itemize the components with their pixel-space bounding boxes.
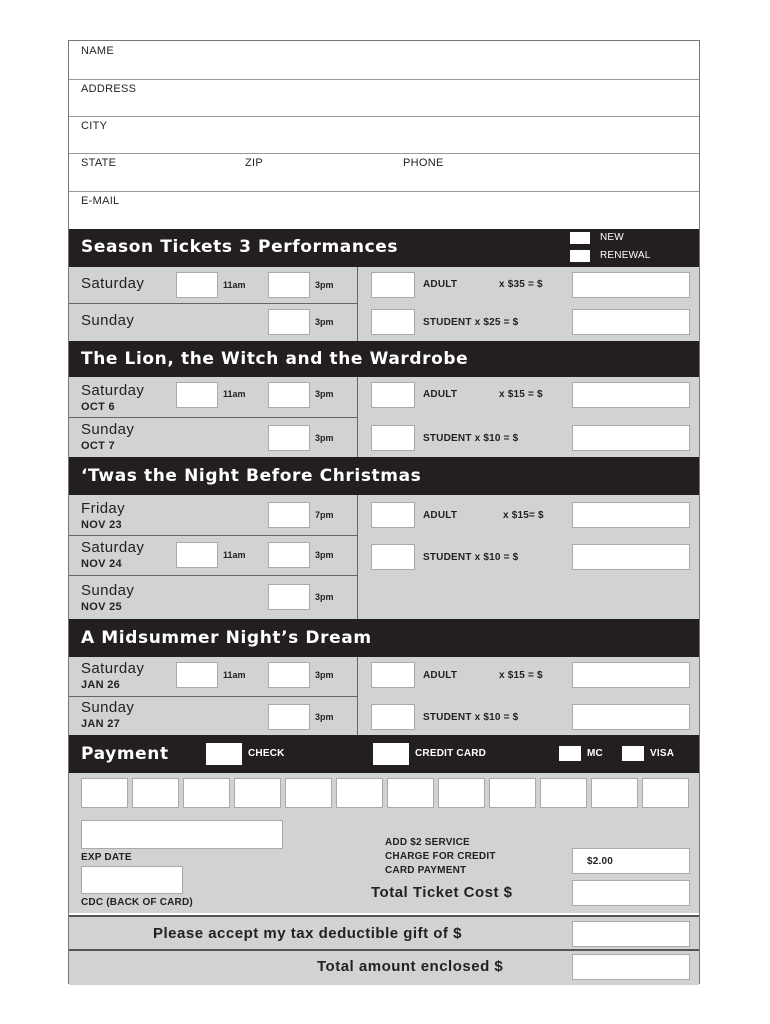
divider (69, 535, 357, 536)
enclosed-label: Total amount enclosed $ (317, 958, 504, 975)
visa-checkbox[interactable] (622, 746, 644, 761)
christmas-title: ‘Twas the Night Before Christmas (81, 466, 422, 486)
exp-date-field[interactable] (81, 820, 283, 849)
christmas-header (69, 457, 699, 495)
lion-student-total[interactable] (572, 425, 690, 451)
lion-sat-3pm-box[interactable] (268, 382, 310, 408)
season-student-total[interactable] (572, 309, 690, 335)
cdc-field[interactable] (81, 866, 183, 894)
lion-adult-qty[interactable] (371, 382, 415, 408)
ticket-order-form (68, 40, 700, 984)
enclosed-row (69, 949, 699, 985)
time-7pm: 7pm (315, 510, 334, 520)
cdc-label: CDC (BACK OF CARD) (81, 897, 193, 908)
time-11am: 11am (223, 280, 246, 290)
lion-panel (69, 377, 699, 457)
adult-label: ADULT (423, 279, 458, 290)
card-number-box[interactable] (81, 778, 128, 808)
nov24-label: NOV 24 (81, 558, 122, 570)
dream-sat-3pm-box[interactable] (268, 662, 310, 688)
adult-price-label: x $35 = $ (499, 279, 543, 290)
card-number-box[interactable] (642, 778, 689, 808)
season-panel (69, 267, 699, 341)
card-number-box[interactable] (336, 778, 383, 808)
zip-label: ZIP (245, 157, 264, 169)
christmas-sat-3pm-box[interactable] (268, 542, 310, 568)
card-number-box[interactable] (540, 778, 587, 808)
christmas-adult-qty[interactable] (371, 502, 415, 528)
jan26-label: JAN 26 (81, 679, 121, 691)
dream-student-qty[interactable] (371, 704, 415, 730)
service-line1: ADD $2 SERVICE (385, 837, 470, 848)
check-label: CHECK (248, 748, 285, 759)
card-number-box[interactable] (438, 778, 485, 808)
dream-sun-3pm-box[interactable] (268, 704, 310, 730)
mc-label: MC (587, 748, 603, 759)
season-adult-total[interactable] (572, 272, 690, 298)
card-number-box[interactable] (591, 778, 638, 808)
gift-amount-field[interactable] (572, 921, 690, 947)
state-label: STATE (81, 157, 117, 169)
friday-label: Friday (81, 500, 126, 517)
address-field[interactable] (69, 79, 699, 117)
credit-card-label: CREDIT CARD (415, 748, 487, 759)
email-label: E-MAIL (81, 195, 120, 207)
christmas-panel (69, 495, 699, 619)
total-cost-label: Total Ticket Cost $ (371, 884, 513, 901)
card-number-box[interactable] (285, 778, 332, 808)
credit-card-checkbox[interactable] (373, 743, 409, 765)
divider (69, 575, 357, 576)
renewal-label: RENEWAL (600, 250, 651, 261)
visa-label: VISA (650, 748, 675, 759)
service-line3: CARD PAYMENT (385, 865, 467, 876)
nov23-label: NOV 23 (81, 519, 122, 531)
time-3pm: 3pm (315, 712, 334, 722)
saturday-label: Saturday (81, 660, 145, 677)
sunday-label: Sunday (81, 421, 135, 438)
enclosed-amount-field[interactable] (572, 954, 690, 980)
card-number-box[interactable] (387, 778, 434, 808)
time-11am: 11am (223, 670, 246, 680)
jan27-label: JAN 27 (81, 718, 121, 730)
phone-label: PHONE (403, 157, 444, 169)
saturday-label: Saturday (81, 382, 145, 399)
mc-checkbox[interactable] (559, 746, 581, 761)
email-field[interactable] (69, 191, 699, 229)
christmas-fri-7pm-box[interactable] (268, 502, 310, 528)
service-fee-value: $2.00 (587, 856, 614, 867)
adult-label: ADULT (423, 510, 458, 521)
dream-panel (69, 657, 699, 735)
christmas-sat-11am-box[interactable] (176, 542, 218, 568)
time-3pm: 3pm (315, 317, 334, 327)
lion-adult-total[interactable] (572, 382, 690, 408)
name-label: NAME (81, 45, 114, 57)
sunday-label: Sunday (81, 699, 135, 716)
christmas-adult-total[interactable] (572, 502, 690, 528)
dream-student-total[interactable] (572, 704, 690, 730)
time-3pm: 3pm (315, 433, 334, 443)
card-number-box[interactable] (489, 778, 536, 808)
time-3pm: 3pm (315, 592, 334, 602)
student-price-label: STUDENT x $25 = $ (423, 317, 519, 328)
dream-adult-total[interactable] (572, 662, 690, 688)
lion-header (69, 341, 699, 377)
payment-panel (69, 773, 699, 913)
new-label: NEW (600, 232, 624, 243)
city-label: CITY (81, 120, 108, 132)
state-zip-phone-row[interactable] (69, 153, 699, 192)
time-3pm: 3pm (315, 670, 334, 680)
divider (69, 417, 357, 418)
card-number-box[interactable] (132, 778, 179, 808)
season-adult-qty[interactable] (371, 272, 415, 298)
name-field[interactable] (69, 41, 699, 80)
divider (69, 696, 357, 697)
christmas-student-qty[interactable] (371, 544, 415, 570)
lion-student-qty[interactable] (371, 425, 415, 451)
divider (69, 303, 357, 304)
divider (357, 377, 358, 457)
address-label: ADDRESS (81, 83, 137, 95)
time-3pm: 3pm (315, 389, 334, 399)
adult-label: ADULT (423, 670, 458, 681)
student-price-label: STUDENT x $10 = $ (423, 552, 519, 563)
student-price-label: STUDENT x $10 = $ (423, 712, 519, 723)
new-checkbox[interactable] (570, 232, 590, 244)
time-11am: 11am (223, 389, 246, 399)
payment-header (69, 735, 699, 773)
sunday-label: Sunday (81, 312, 135, 329)
season-sun-3pm-box[interactable] (268, 309, 310, 335)
exp-date-label: EXP DATE (81, 852, 132, 863)
check-checkbox[interactable] (206, 743, 242, 765)
divider (357, 495, 358, 619)
dream-adult-qty[interactable] (371, 662, 415, 688)
renewal-checkbox[interactable] (570, 250, 590, 262)
time-3pm: 3pm (315, 280, 334, 290)
season-header (69, 229, 699, 267)
lion-sun-3pm-box[interactable] (268, 425, 310, 451)
service-fee-box (572, 848, 690, 874)
season-student-qty[interactable] (371, 309, 415, 335)
student-price-label: STUDENT x $10 = $ (423, 433, 519, 444)
lion-sat-11am-box[interactable] (176, 382, 218, 408)
season-sat-3pm-box[interactable] (268, 272, 310, 298)
dream-title: A Midsummer Night’s Dream (81, 628, 372, 648)
christmas-sun-3pm-box[interactable] (268, 584, 310, 610)
adult-price-label: x $15= $ (503, 510, 544, 521)
gift-row (69, 915, 699, 951)
oct6-label: OCT 6 (81, 401, 115, 413)
lion-title: The Lion, the Witch and the Wardrobe (81, 349, 469, 369)
card-number-box[interactable] (183, 778, 230, 808)
nov25-label: NOV 25 (81, 601, 122, 613)
divider (357, 267, 358, 341)
gift-label: Please accept my tax deductible gift of $ (153, 925, 462, 942)
adult-price-label: x $15 = $ (499, 389, 543, 400)
dream-header (69, 619, 699, 657)
service-line2: CHARGE FOR CREDIT (385, 851, 496, 862)
payment-title: Payment (81, 744, 169, 764)
divider (357, 657, 358, 735)
sunday-label: Sunday (81, 582, 135, 599)
city-field[interactable] (69, 116, 699, 154)
oct7-label: OCT 7 (81, 440, 115, 452)
time-3pm: 3pm (315, 550, 334, 560)
card-number-box[interactable] (234, 778, 281, 808)
season-title: Season Tickets 3 Performances (81, 237, 399, 257)
adult-label: ADULT (423, 389, 458, 400)
saturday-label: Saturday (81, 539, 145, 556)
christmas-student-total[interactable] (572, 544, 690, 570)
total-cost-field[interactable] (572, 880, 690, 906)
adult-price-label: x $15 = $ (499, 670, 543, 681)
time-11am: 11am (223, 550, 246, 560)
dream-sat-11am-box[interactable] (176, 662, 218, 688)
saturday-label: Saturday (81, 275, 145, 292)
season-sat-11am-box[interactable] (176, 272, 218, 298)
